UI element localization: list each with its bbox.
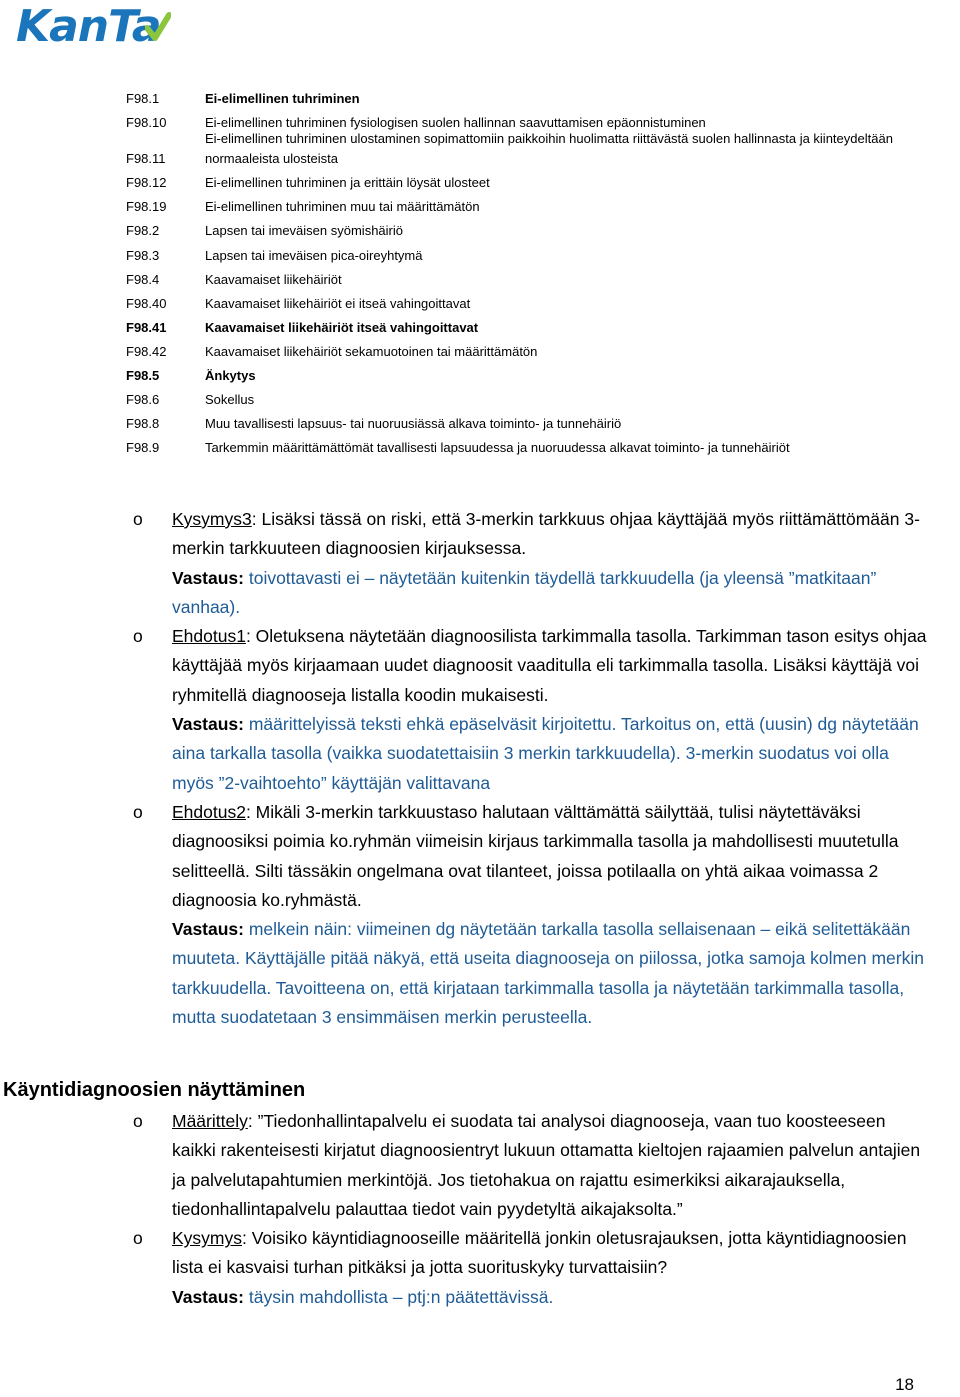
code-row [126,340,960,364]
diagnosis-description: Tarkemmin määrittämättömät tavallisesti lapsuudessa ja nuoruudessa alkavat toiminto- ja tunnehäiriöt [205,440,790,456]
code-row [126,219,960,243]
question-text: : Mikäli 3-merkin tarkkuustaso halutaan välttämättä säilyttää, tulisi näytettäväksi diagnoosiksi poimia ko.ryhmän viimeisin kirjaus tarkimmalla tasolla ja mahdollisesti muutetulla selitteellä. Silti tässäkin ongelmana ovat tilanteet, joissa potilaalla on yhtä aikaa voimassa 2 diagnoosia ko.ryhmästä. [172,801,899,910]
code-row [126,412,960,436]
page-number: 18 [895,1375,914,1394]
code-row [126,195,960,219]
diagnosis-code: F98.6 [126,392,160,408]
section-heading: Käyntidiagnoosien näyttäminen [3,1079,306,1101]
diagnosis-description: Kaavamaiset liikehäiriöt ei itseä vahingoittavat [205,295,471,311]
diagnosis-description: Muu tavallisesti lapsuus- tai nuoruusiässä alkava toiminto- ja tunnehäiriö [205,416,622,432]
answer-label: Vastaus: [172,919,244,940]
code-row [126,87,960,111]
answer-label: Vastaus: [172,567,244,588]
code-row [126,243,960,267]
question-label: Kysymys [172,1228,242,1249]
code-row [126,316,960,340]
code-row [126,436,960,460]
diagnosis-code: F98.3 [126,247,160,263]
code-row [126,171,960,195]
diagnosis-code-table [126,87,960,460]
diagnosis-description: Ei-elimellinen tuhriminen fysiologisen suolen hallinnan saavuttamisen epäonnistuminen [205,115,706,131]
qa-section-1 [0,505,960,1032]
question-text: : Lisäksi tässä on riski, että 3-merkin tarkkuus ohjaa käyttäjää myös riittämättömään 3-merkin tarkkuuteen diagnoosien kirjauksessa. [172,509,920,559]
bullet: o [133,1111,143,1131]
bullet: o [133,1228,143,1249]
bullet: o [133,626,143,647]
question-item [0,505,960,622]
diagnosis-description: Ei-elimellinen tuhriminen ja erittäin löysät ulosteet [205,175,490,191]
diagnosis-description: Sokellus [205,392,255,408]
question-label: Määrittely [172,1111,248,1131]
diagnosis-code: F98.8 [126,416,160,432]
diagnosis-code: F98.4 [126,271,160,287]
code-row [126,388,960,412]
diagnosis-description: Ei-elimellinen tuhriminen muu tai määrittämätön [205,199,480,215]
diagnosis-code: F98.42 [126,343,167,359]
code-row [126,131,960,171]
answer-text: täysin mahdollista – ptj:n päätettävissä. [243,1286,554,1307]
question-item [0,1224,960,1312]
answer-label: Vastaus: [172,714,244,735]
code-row [126,364,960,388]
question-label: Ehdotus1 [172,626,246,647]
question-item [0,798,960,1032]
answer-text: määrittelyissä teksti ehkä epäselväsit kirjoitettu. Tarkoitus on, että (uusin) dg näytetään aina tarkalla tasolla (vaikka suodatettaisiin 3 merkin tarkkuudella). 3-merkin suodatus voi olla myös ”2-vaihtoehto” käyttäjän valittavana [172,714,919,793]
code-row [126,268,960,292]
diagnosis-code: F98.10 [126,115,167,131]
diagnosis-description: Kaavamaiset liikehäiriöt [205,271,342,287]
question-text: : Voisiko käyntidiagnooseille määritellä jonkin oletusrajauksen, jotta käyntidiagnoosien lista ei kasvaisi turhan pitkäksi ja jotta suorituskyky turvattaisiin? [172,1228,907,1278]
diagnosis-code: F98.12 [126,175,167,191]
logo-text: KanTa [16,1,161,52]
question-item [0,622,960,798]
diagnosis-code: F98.1 [126,91,160,107]
diagnosis-description: Kaavamaiset liikehäiriöt sekamuotoinen tai määrittämätön [205,343,538,359]
answer-label: Vastaus: [172,1286,244,1307]
bullet: o [133,509,143,529]
diagnosis-code: F98.19 [126,199,167,215]
question-item [0,1107,960,1224]
answer-text: toivottavasti ei – näytetään kuitenkin täydellä tarkkuudella (ja yleensä ”matkitaan” vanhaa). [172,567,877,617]
question-label: Ehdotus2 [172,801,246,822]
diagnosis-code: F98.40 [126,295,167,311]
diagnosis-description: Lapsen tai imeväisen syömishäiriö [205,223,403,239]
diagnosis-code: F98.41 [126,319,167,335]
answer-text: melkein näin: viimeinen dg näytetään tarkalla tasolla sellaisenaan – eikä selitettäkään muuteta. Käyttäjälle pitää näkyä, että useita diagnooseja on piilossa, jotka samoja kolmen merkin tarkkuudella. Tavoitteena on, että kirjataan tarkimmalla tasolla ja näytetään tarkimmalla tasolla, mutta suodatetaan 3 ensimmäisen merkin perusteella. [172,919,924,1028]
diagnosis-description: Kaavamaiset liikehäiriöt itseä vahingoittavat [205,319,479,335]
diagnosis-description: Änkytys [205,368,256,384]
question-label: Kysymys3 [172,509,252,529]
diagnosis-description: Lapsen tai imeväisen pica-oireyhtymä [205,247,423,263]
diagnosis-code: F98.11 [126,151,166,167]
diagnosis-code: F98.9 [126,440,160,456]
logo-check-icon [145,12,171,42]
question-text: : Oletuksena näytetään diagnoosilista tarkimmalla tasolla. Tarkimman tason esitys ohjaa käyttäjää myös kirjaamaan uudet diagnoosit vaaditulla eli tarkimmalla tasolla. Lisäksi käyttäjä voi ryhmitellä diagnooseja listalla koodin mukaisesti. [172,626,927,705]
diagnosis-code: F98.5 [126,368,160,384]
qa-section-2 [0,1107,960,1312]
diagnosis-description: Ei-elimellinen tuhriminen ulostaminen sopimattomiin paikkoihin huolimatta riittävästä suolen hallinnasta ja kiinteydeltään normaaleista ulosteista [205,131,893,167]
code-row [126,292,960,316]
bullet: o [133,801,143,822]
kanta-logo [0,0,200,60]
diagnosis-description: Ei-elimellinen tuhriminen [205,91,360,107]
question-text: : ”Tiedonhallintapalvelu ei suodata tai analysoi diagnooseja, vaan tuo koosteeseen kaikki rakenteisesti kirjatut diagnoosientryt lukuun ottamatta kieltojen rajaamien palvelun antajien ja palvelutapahtumien merkintöjä. Jos tietohakua on rajattu esimerkiksi aikarajauksella, tiedonhallintapalvelu palauttaa tiedot vain pyydetyltä aikajaksolta.” [172,1111,921,1219]
diagnosis-code: F98.2 [126,223,160,239]
